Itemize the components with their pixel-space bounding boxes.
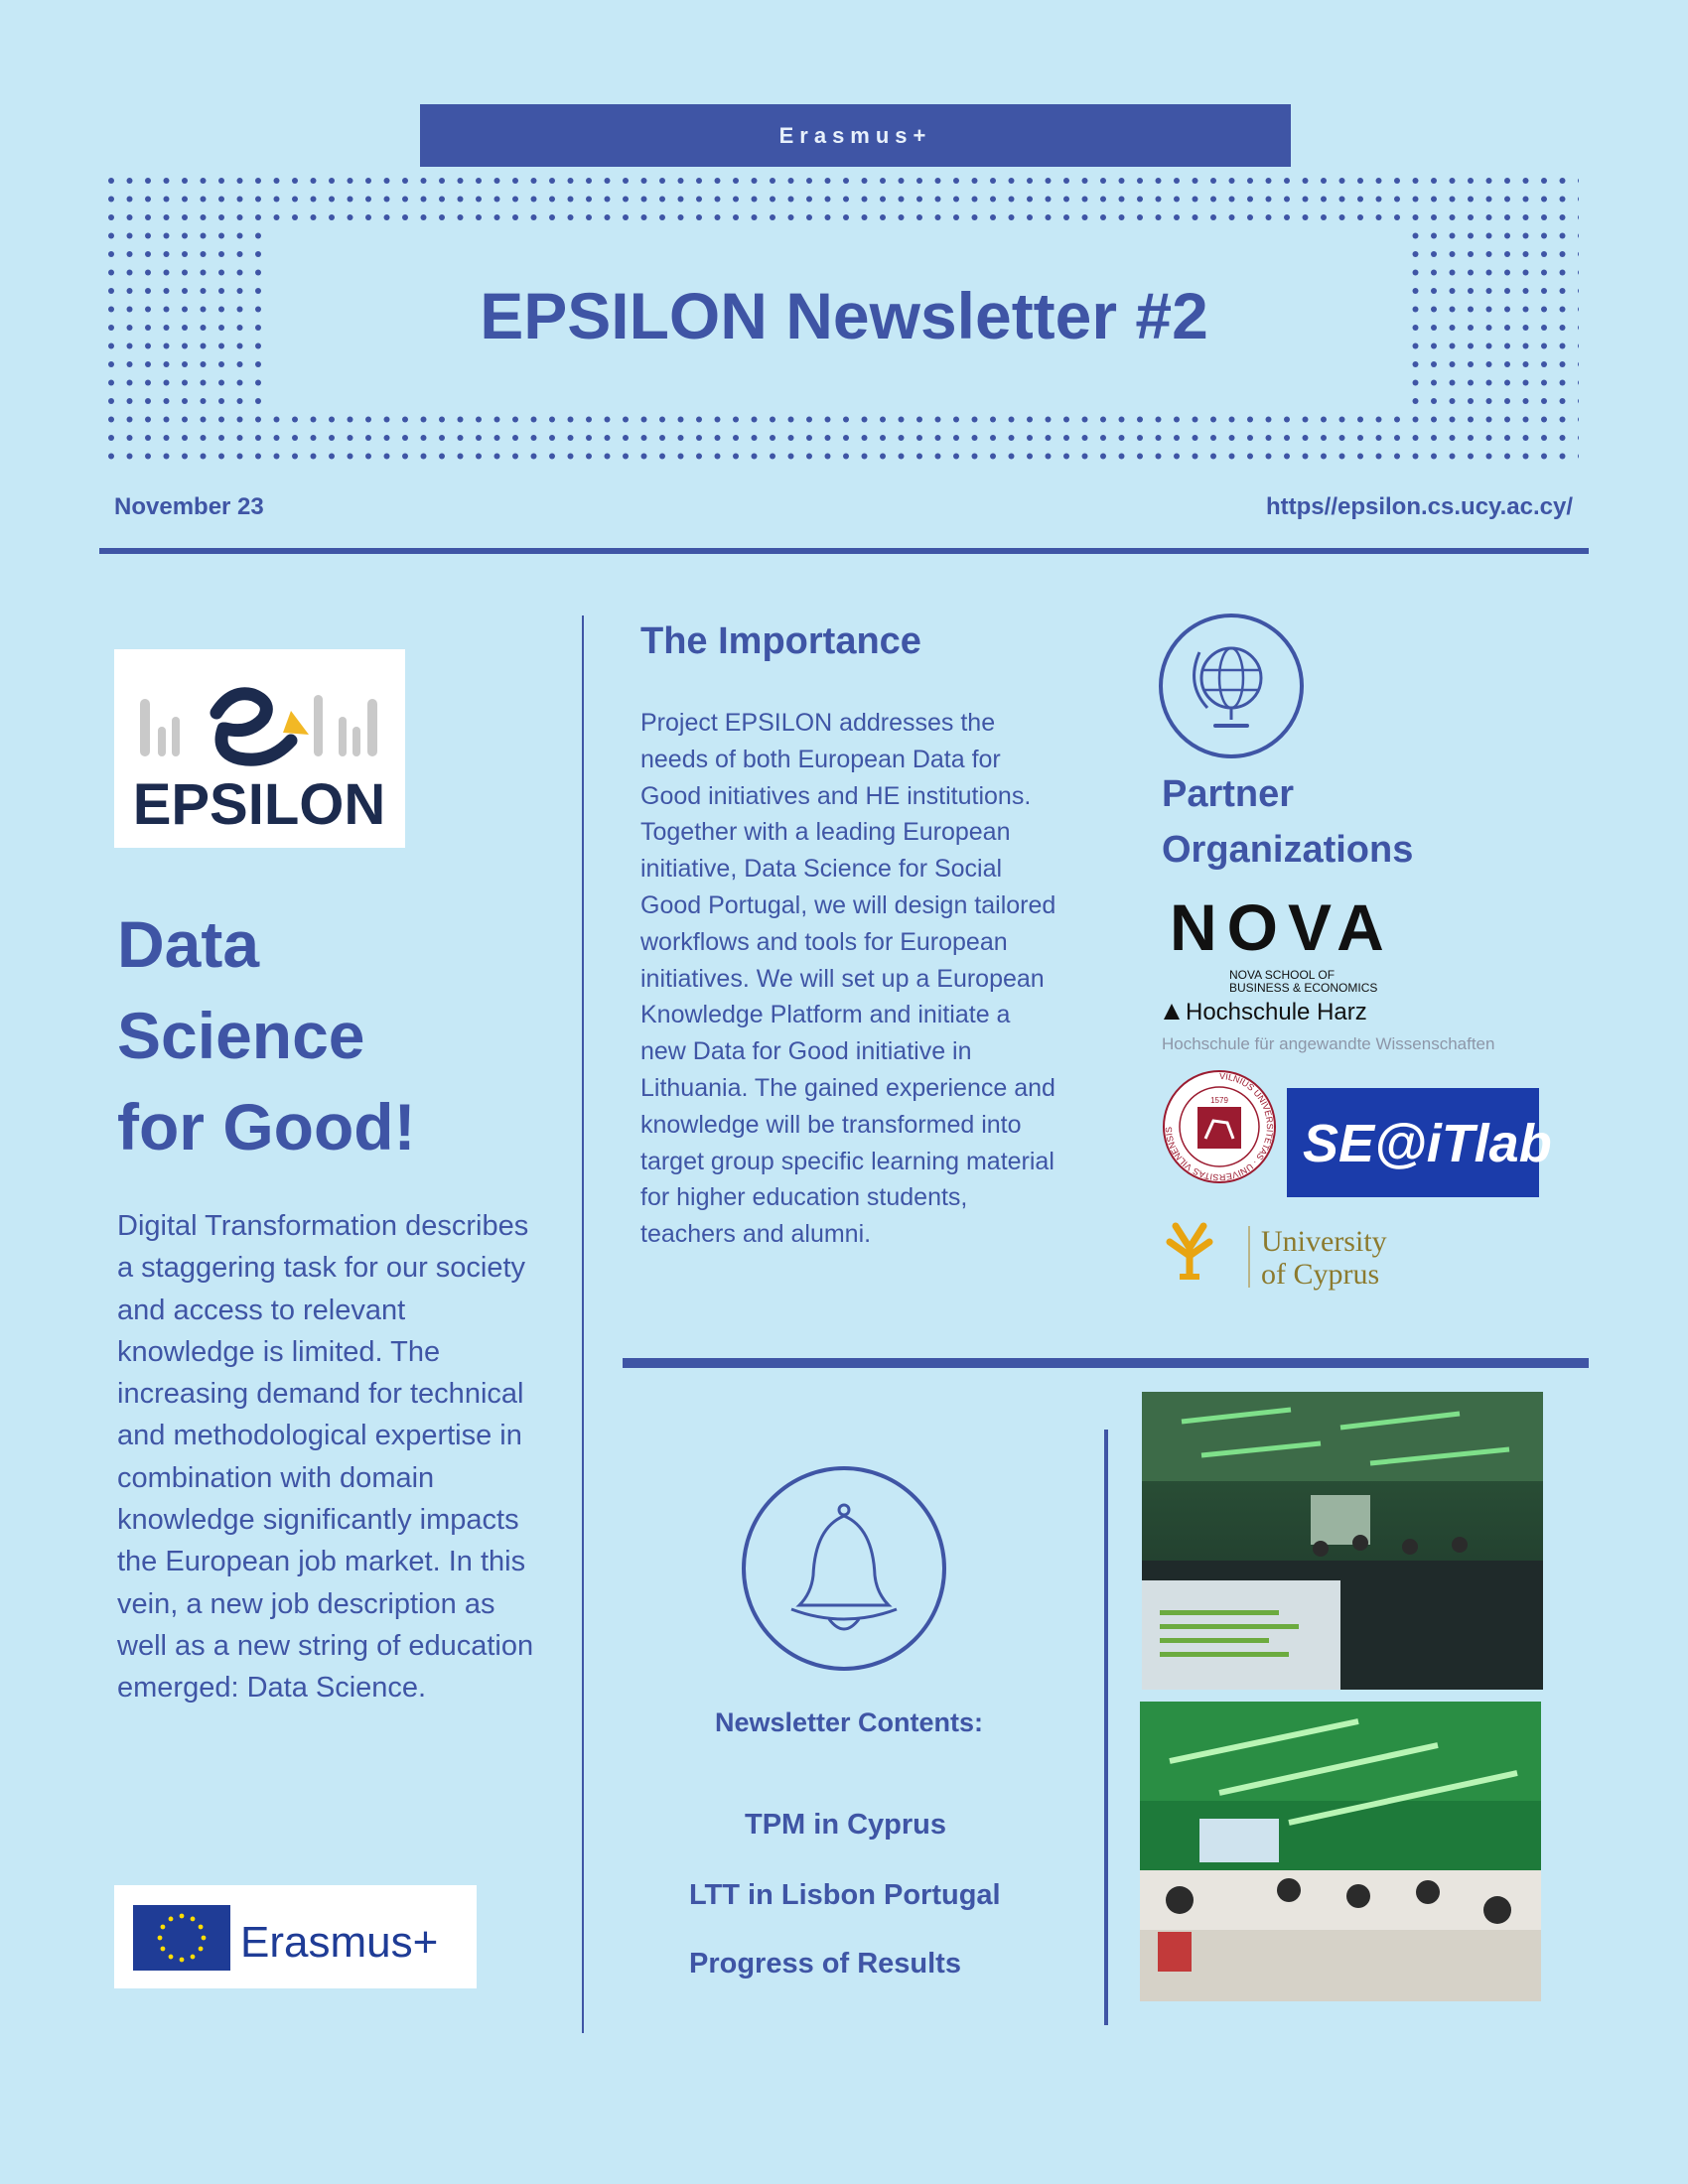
erasmus-banner-label: Erasmus+ xyxy=(778,122,932,148)
meeting-photo-1 xyxy=(1142,1392,1543,1690)
bell-icon xyxy=(740,1464,948,1673)
svg-text:NOVA: NOVA xyxy=(1170,890,1394,964)
university-of-cyprus-logo xyxy=(1170,1225,1387,1291)
svg-text:Hochschule für angewandte Wiss: Hochschule für angewandte Wissenschaften xyxy=(1162,1034,1495,1053)
column-divider xyxy=(582,615,584,2033)
header-divider xyxy=(99,548,1589,554)
issue-date: November 23 xyxy=(114,493,264,520)
column-divider-lower xyxy=(1104,1430,1108,2025)
epsilon-logo xyxy=(114,649,405,848)
seitlab-logo xyxy=(1287,1088,1552,1197)
intro-paragraph: Digital Transformation describes a staggering task for our society and access to relevant knowledge is limited. The increasing demand for technical and methodological expertise in combination with domain knowledge significantly impacts the European job market. In this vein, a new job description as well as a new string of education emerged: Data Science. xyxy=(117,1210,534,1705)
svg-text:Hochschule Harz: Hochschule Harz xyxy=(1186,999,1367,1025)
headline-line-2: Science xyxy=(117,999,365,1072)
project-url[interactable]: https//epsilon.cs.ucy.ac.cy/ xyxy=(1266,493,1573,520)
svg-text:of Cyprus: of Cyprus xyxy=(1261,1258,1380,1291)
svg-text:SE@iTlab: SE@iTlab xyxy=(1303,1114,1552,1173)
headline xyxy=(117,898,534,1172)
partner-logos xyxy=(1162,879,1579,1315)
partner-title xyxy=(1162,766,1460,878)
contents-title: Newsletter Contents: xyxy=(715,1707,984,1737)
contents-item: TPM in Cyprus xyxy=(745,1809,947,1841)
partner-title-line-1: Partner xyxy=(1162,773,1295,815)
erasmus-banner xyxy=(420,104,1291,167)
svg-text:University: University xyxy=(1261,1225,1387,1258)
svg-text:BUSINESS & ECONOMICS: BUSINESS & ECONOMICS xyxy=(1229,981,1378,995)
importance-paragraph: Project EPSILON addresses the needs of both European Data for Good initiatives and HE institutions. Together with a leading European initiative, Data Science for Social Good Portugal, we will design tailored workflows and tools for European initiatives. We will set up a European Knowledge Platform and initiate a new Data for Good initiative in Lithuania. The gained experience and knowledge will be transformed into target group specific learning material for higher education students, teachers and alumni. xyxy=(640,709,1056,1249)
contents-item: LTT in Lisbon Portugal xyxy=(689,1879,1001,1911)
hochschule-harz-logo xyxy=(1162,999,1494,1053)
importance-title: The Importance xyxy=(640,620,921,662)
partner-title-line-2: Organizations xyxy=(1162,829,1414,871)
newsletter-title: EPSILON Newsletter #2 xyxy=(480,279,1208,352)
headline-line-3: for Good! xyxy=(117,1090,416,1163)
svg-text:NOVA SCHOOL OF: NOVA SCHOOL OF xyxy=(1229,968,1336,982)
globe-icon xyxy=(1158,613,1305,759)
svg-text:1579: 1579 xyxy=(1210,1096,1228,1105)
erasmus-logo-text: Erasmus+ xyxy=(240,1918,439,1967)
nova-logo xyxy=(1170,890,1394,995)
vilnius-university-seal xyxy=(1164,1071,1275,1182)
svg-text:VILNIUS UNIVERSITETAS · UNIVER: VILNIUS UNIVERSITETAS · UNIVERSITAS VILNENSIS xyxy=(1163,1070,1275,1183)
meeting-photo-2 xyxy=(1140,1702,1541,2001)
headline-line-1: Data xyxy=(117,907,260,981)
contents-item: Progress of Results xyxy=(689,1948,961,1979)
epsilon-logo-text: EPSILON xyxy=(132,772,386,837)
section-divider xyxy=(623,1358,1589,1368)
erasmus-plus-logo xyxy=(114,1885,477,1988)
